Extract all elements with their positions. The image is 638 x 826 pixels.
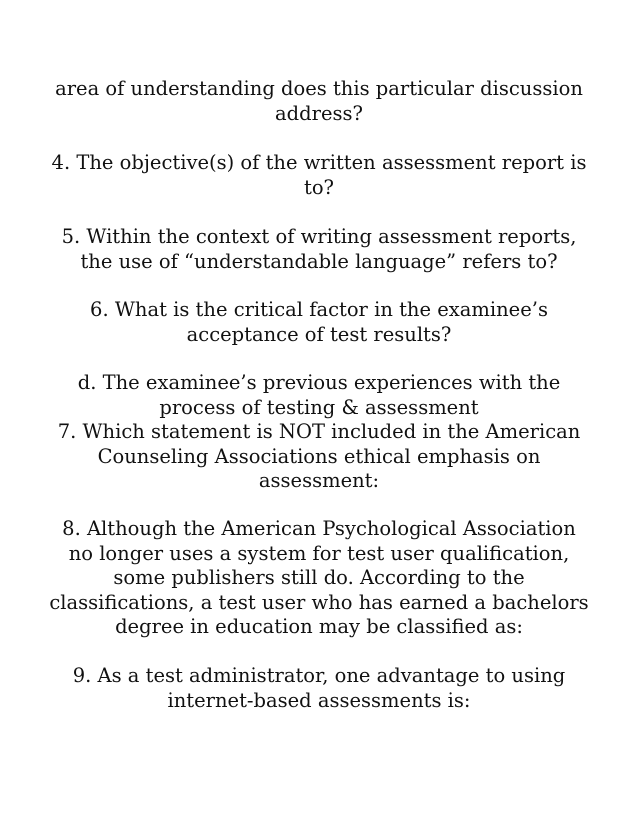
text-line: assessment: [258, 469, 380, 492]
question-6 [0, 298, 638, 347]
question-8 [0, 517, 638, 640]
text-line: 5. Within the context of writing assessment reports, [61, 225, 577, 248]
question-9 [0, 664, 638, 713]
text-line: Counseling Associations ethical emphasis on [97, 444, 541, 468]
text-line: some publishers still do. According to the [113, 566, 525, 589]
text-line: 6. What is the critical factor in the examinee’s [90, 298, 548, 321]
text-line: process of testing & assessment [159, 395, 479, 419]
text-line: internet-based assessments is: [167, 688, 471, 712]
text-line: 8. Although the American Psychological Association [62, 517, 576, 540]
text-line: classifications, a test user who has earned a bachelors [49, 590, 589, 614]
text-line: the use of “understandable language” refers to? [80, 249, 558, 273]
text-line: 9. As a test administrator, one advantage to using [72, 664, 566, 687]
text-line: to? [303, 175, 335, 199]
text-line: no longer uses a system for test user qualification, [68, 541, 570, 565]
answer-d-and-question-7 [0, 371, 638, 494]
text-line: degree in education may be classified as: [115, 615, 523, 638]
text-line: area of understanding does this particular discussion [55, 77, 583, 100]
question-4 [0, 151, 638, 200]
text-line: 4. The objective(s) of the written assessment report is [51, 151, 587, 174]
text-line: d. The examinee’s previous experiences with the [77, 371, 561, 394]
text-line: 7. Which statement is NOT included in the American [57, 420, 581, 443]
question-3-continuation [0, 77, 638, 126]
question-5 [0, 225, 638, 274]
text-line: address? [275, 101, 363, 125]
text-line: acceptance of test results? [186, 322, 452, 346]
